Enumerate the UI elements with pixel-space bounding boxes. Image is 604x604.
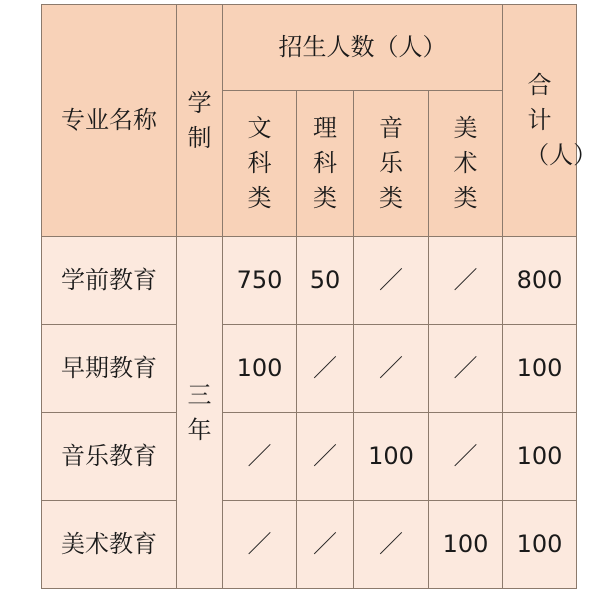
count-cell: 750	[223, 237, 297, 325]
count-cell: ／	[429, 237, 503, 325]
total-header-text: 合计（人）	[525, 71, 598, 169]
total-cell: 100	[503, 501, 577, 589]
subject-header-text: 音乐类	[378, 114, 403, 212]
count-cell: ／	[297, 501, 354, 589]
count-cell: ／	[354, 237, 429, 325]
duration-header-text: 学制	[187, 88, 212, 152]
count-cell: 50	[297, 237, 354, 325]
table-row	[42, 325, 577, 413]
count-cell: 100	[223, 325, 297, 413]
table-row	[42, 237, 577, 325]
count-cell: ／	[223, 501, 297, 589]
total-cell: 800	[503, 237, 577, 325]
total-cell: 100	[503, 413, 577, 501]
major-name-cell: 学前教育	[42, 237, 177, 325]
subject-header-liberal-arts	[223, 91, 297, 237]
subject-header-science	[297, 91, 354, 237]
table-row	[42, 501, 577, 589]
count-cell: ／	[297, 413, 354, 501]
total-cell: 100	[503, 325, 577, 413]
duration-header	[177, 5, 223, 237]
major-name-cell: 早期教育	[42, 325, 177, 413]
count-cell: 100	[429, 501, 503, 589]
major-name-cell: 音乐教育	[42, 413, 177, 501]
subject-header-text: 美术类	[453, 114, 478, 212]
enrollment-group-header: 招生人数（人）	[223, 5, 503, 91]
count-cell: ／	[223, 413, 297, 501]
count-cell: ／	[354, 501, 429, 589]
duration-cell	[177, 237, 223, 589]
count-cell: ／	[354, 325, 429, 413]
subject-header-art	[429, 91, 503, 237]
subject-header-text: 文科类	[247, 114, 272, 212]
count-cell: 100	[354, 413, 429, 501]
subject-header-text: 理科类	[312, 114, 337, 212]
total-header	[503, 5, 598, 237]
major-name-header: 专业名称	[42, 5, 177, 237]
subject-header-music	[354, 91, 429, 237]
enrollment-table	[41, 4, 598, 589]
count-cell: ／	[429, 325, 503, 413]
major-name-cell: 美术教育	[42, 501, 177, 589]
duration-value: 三年	[187, 380, 212, 444]
table-row	[42, 413, 577, 501]
count-cell: ／	[297, 325, 354, 413]
count-cell: ／	[429, 413, 503, 501]
